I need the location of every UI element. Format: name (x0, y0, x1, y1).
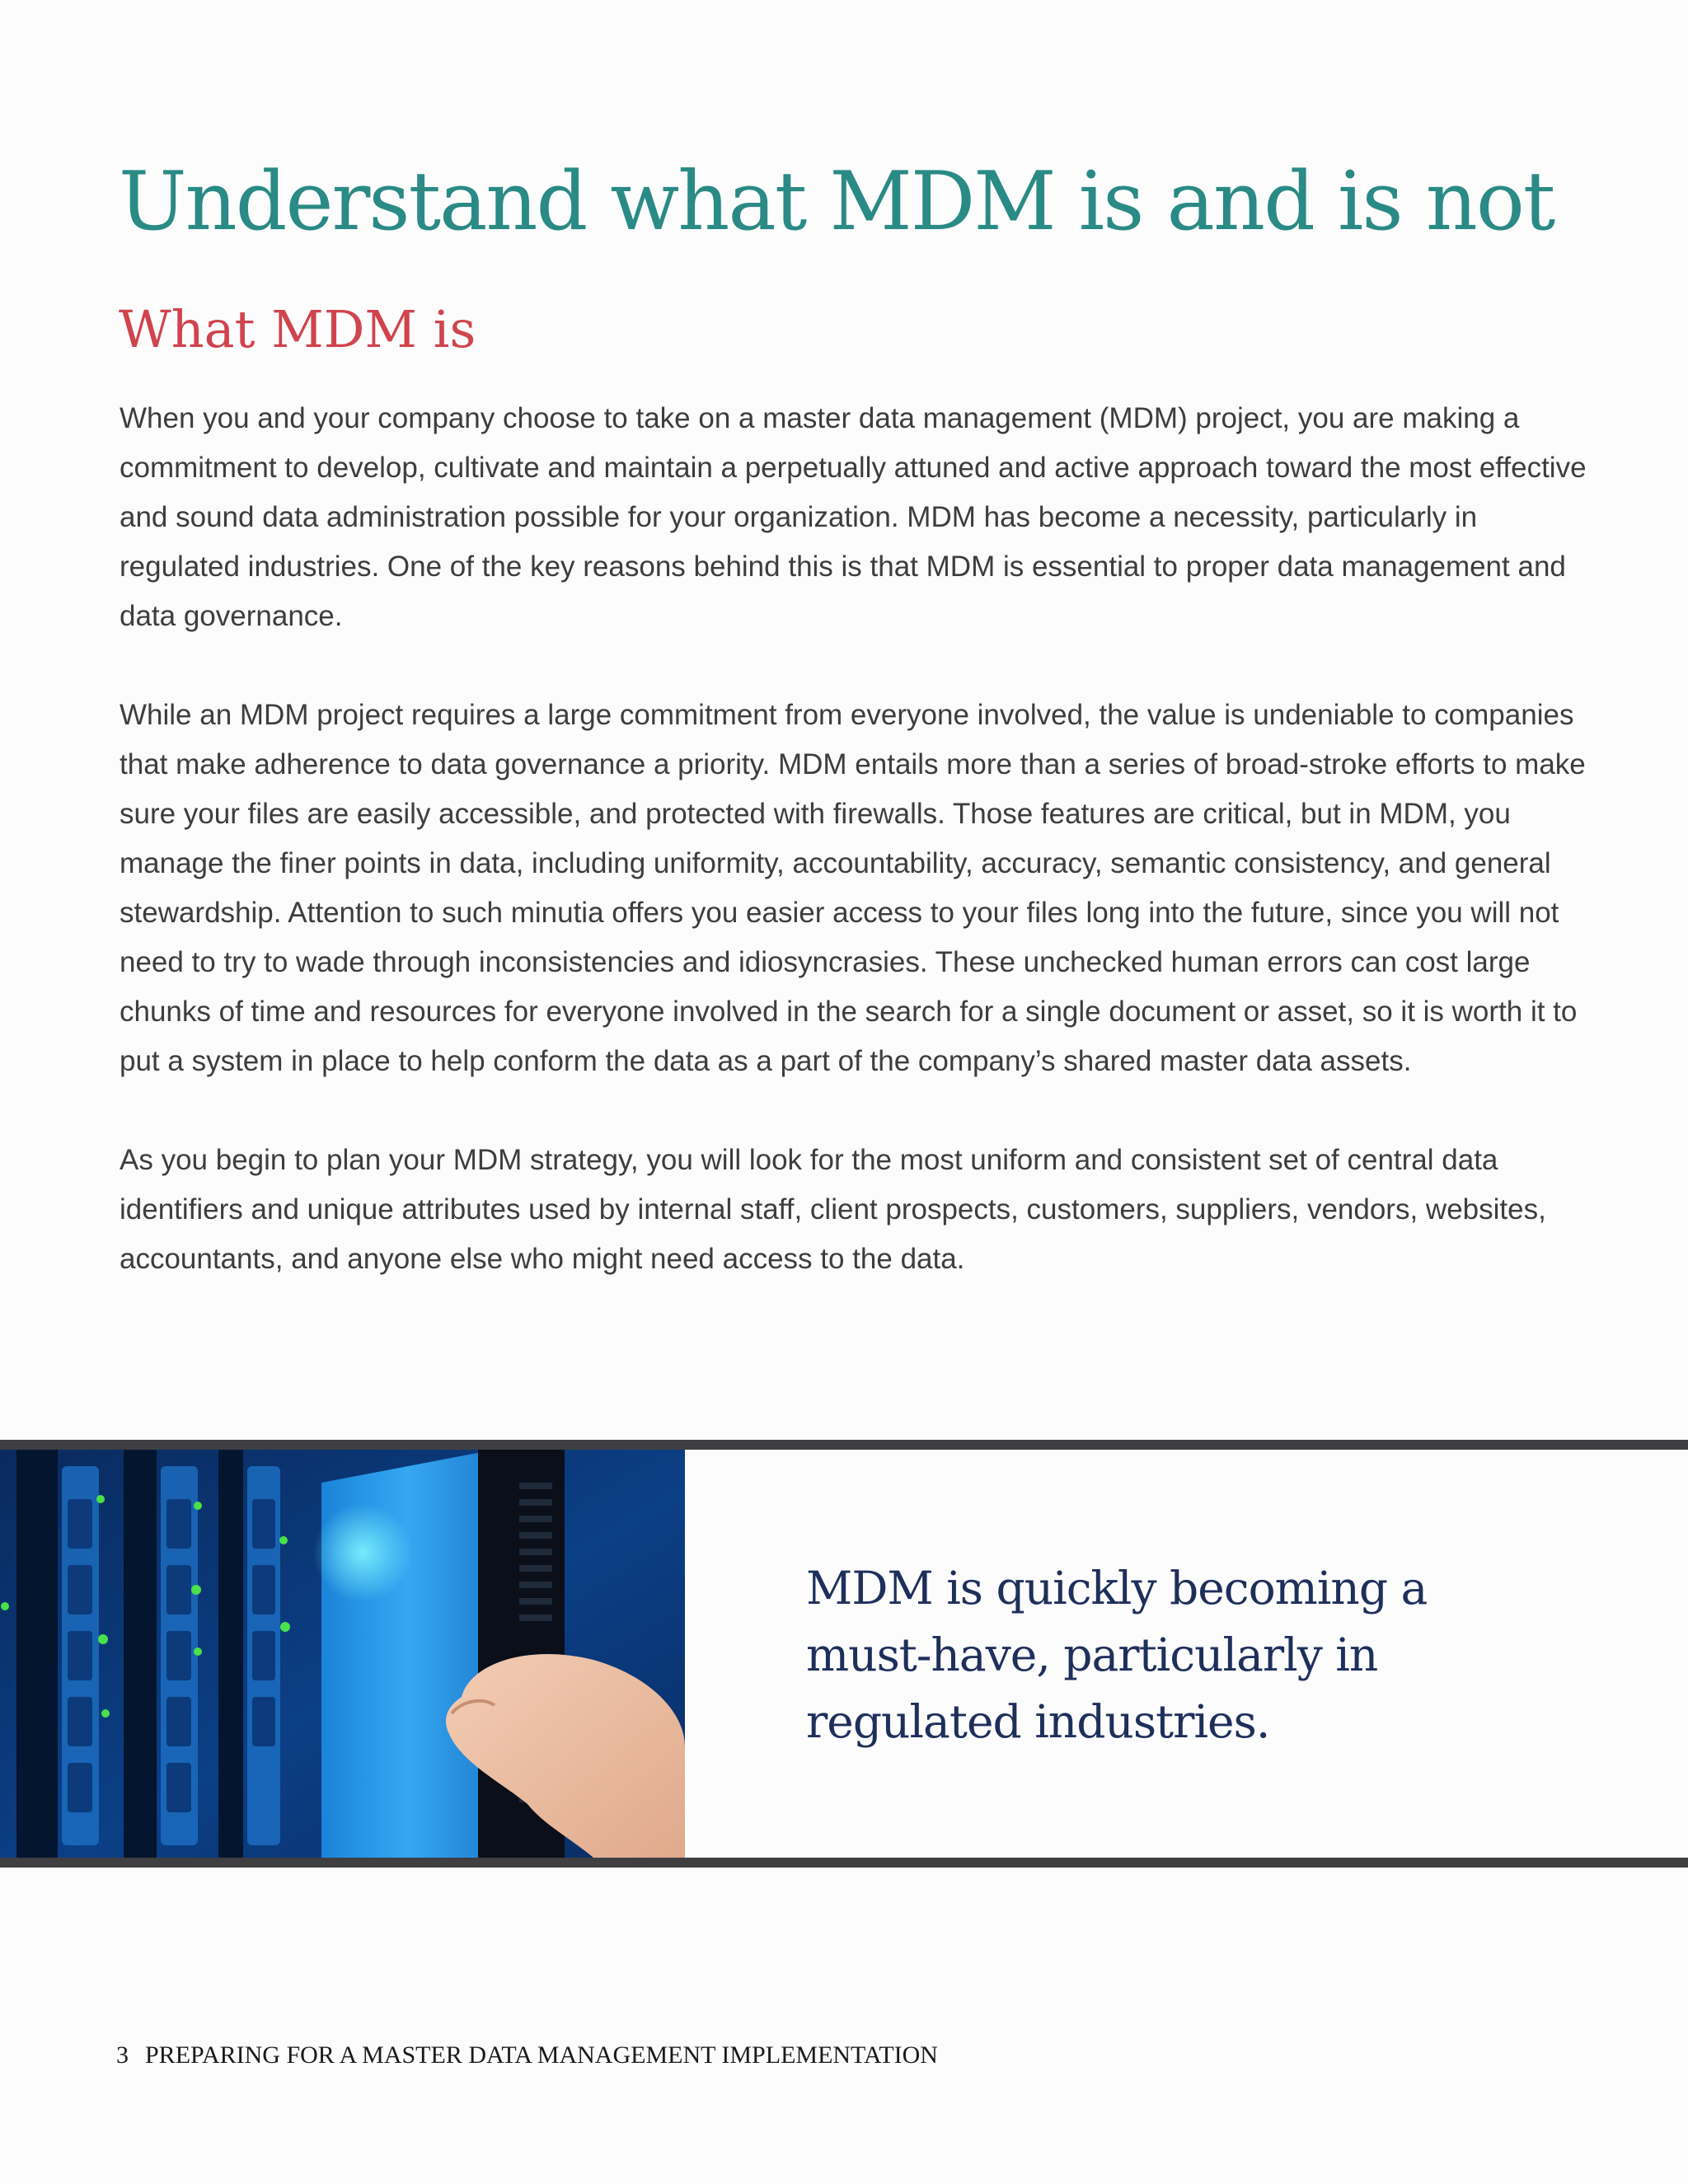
page-footer (116, 2039, 938, 2072)
body-paragraph-3: As you begin to plan your MDM strategy, you will look for the most uniform and consistent set of central data identifiers and unique attributes used by internal staff, client prospects, customers, suppliers, vendors, websites, accountants, and anyone else who might need access to the data. (120, 1144, 1546, 1275)
section-heading: What MDM is (119, 299, 476, 359)
callout-top-rule (0, 1440, 1688, 1450)
body-paragraph-2: While an MDM project requires a large commitment from everyone involved, the value is undeniable to companies that make adherence to data governance a priority. MDM entails more than a series of broad-stroke efforts to make sure your files are easily accessible, and protected with firewalls. Those features are critical, but in MDM, you manage the finer points in data, including uniformity, accountability, accuracy, semantic consistency, and general stewardship. Attention to such minutia offers you easier access to your files long into the future, since you will not need to try to wade through inconsistencies and idiosyncrasies. These unchecked human errors can cost large chunks of time and resources for everyone involved in the search for a single document or asset, so it is worth it to put a system in place to help conform the data as a part of the company’s shared master data assets. (120, 699, 1586, 1077)
callout-quote: MDM is quickly becoming a must-have, particularly in regulated industries. (806, 1562, 1428, 1748)
page-number: 3 (116, 2041, 129, 2069)
page-title: Understand what MDM is and is not (119, 155, 1554, 249)
body-text (120, 394, 1587, 1333)
body-paragraph-1: When you and your company choose to take on a master data management (MDM) project, you are making a commitment to develop, cultivate and maintain a perpetually attuned and active approach toward the most effective and sound data administration possible for your organization. MDM has become a necessity, particularly in regulated industries. One of the key reasons behind this is that MDM is essential to proper data management and data governance. (120, 402, 1587, 632)
document-title: PREPARING FOR A MASTER DATA MANAGEMENT IMPLEMENTATION (145, 2041, 938, 2069)
callout-bottom-rule (0, 1858, 1688, 1868)
server-rack-photo (0, 1450, 685, 1858)
